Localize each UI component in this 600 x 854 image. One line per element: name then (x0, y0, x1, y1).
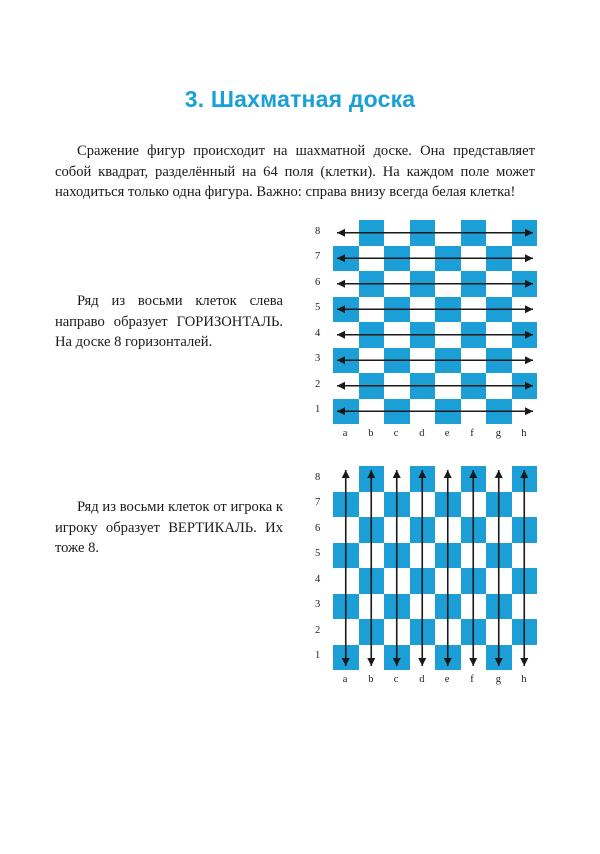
vertical-arrow (342, 470, 350, 666)
horizontal-arrow (337, 229, 533, 237)
file-label: a (342, 674, 348, 685)
file-label: e (444, 428, 450, 439)
arrows-layer (303, 220, 547, 434)
horizontal-arrow (337, 305, 533, 313)
vertical-description: Ряд из восьми клеток от игрока к игроку образует ВЕРТИКАЛЬ. Их тоже 8. (55, 499, 283, 556)
horizontal-arrow (337, 407, 533, 415)
rank-label: 3 (315, 353, 321, 365)
file-label: g (495, 428, 501, 439)
rank-label: 2 (315, 378, 321, 390)
file-label: b (368, 674, 374, 685)
intro-paragraph: Сражение фигур происходит на шахматной доске. Она представляет собой квадрат, разделённый на 64 поля (клетки). На каждом поле может находиться только одна фигура. Важно: справа внизу всегда белая клетка! (55, 143, 535, 200)
horizontal-arrow (337, 280, 533, 288)
vertical-arrow (495, 470, 503, 666)
file-label: d (419, 428, 425, 439)
horizontal-arrow (337, 356, 533, 364)
rank-label: 6 (315, 276, 321, 288)
file-label: c (393, 674, 399, 685)
file-label: c (393, 428, 399, 439)
rank-label: 6 (315, 522, 321, 534)
rank-label: 4 (315, 573, 321, 585)
horizontal-arrow (337, 254, 533, 262)
horizontal-description: Ряд из восьми клеток слева направо образует ГОРИЗОНТАЛЬ. На доске 8 горизонталей. (55, 293, 283, 350)
page-title: 3. Шахматная доска (184, 86, 416, 112)
rank-label: 8 (315, 471, 321, 483)
rank-label: 4 (315, 327, 321, 339)
vertical-arrow (469, 470, 477, 666)
horizontal-arrow (337, 382, 533, 390)
file-label: b (368, 428, 374, 439)
vertical-arrow (367, 470, 375, 666)
rank-label: 5 (315, 302, 321, 314)
file-label: h (521, 674, 527, 685)
file-label: f (470, 428, 474, 439)
vertical-arrow (418, 470, 426, 666)
arrows-layer (303, 466, 547, 680)
vertical-arrow (393, 470, 401, 666)
rank-label: 1 (315, 404, 321, 416)
file-label: f (470, 674, 474, 685)
rank-label: 7 (315, 497, 321, 509)
rank-label: 5 (315, 548, 321, 560)
rank-label: 8 (315, 225, 321, 237)
file-label: d (419, 674, 425, 685)
rank-label: 2 (315, 624, 321, 636)
file-label: g (495, 674, 501, 685)
vertical-chessboard (303, 466, 543, 688)
file-label: e (444, 674, 450, 685)
file-label: h (521, 428, 527, 439)
vertical-arrow (444, 470, 452, 666)
horizontal-chessboard (303, 220, 543, 442)
rank-label: 7 (315, 251, 321, 263)
rank-label: 3 (315, 599, 321, 611)
file-label: a (342, 428, 348, 439)
vertical-arrow (520, 470, 528, 666)
horizontal-arrow (337, 331, 533, 339)
rank-label: 1 (315, 650, 321, 662)
